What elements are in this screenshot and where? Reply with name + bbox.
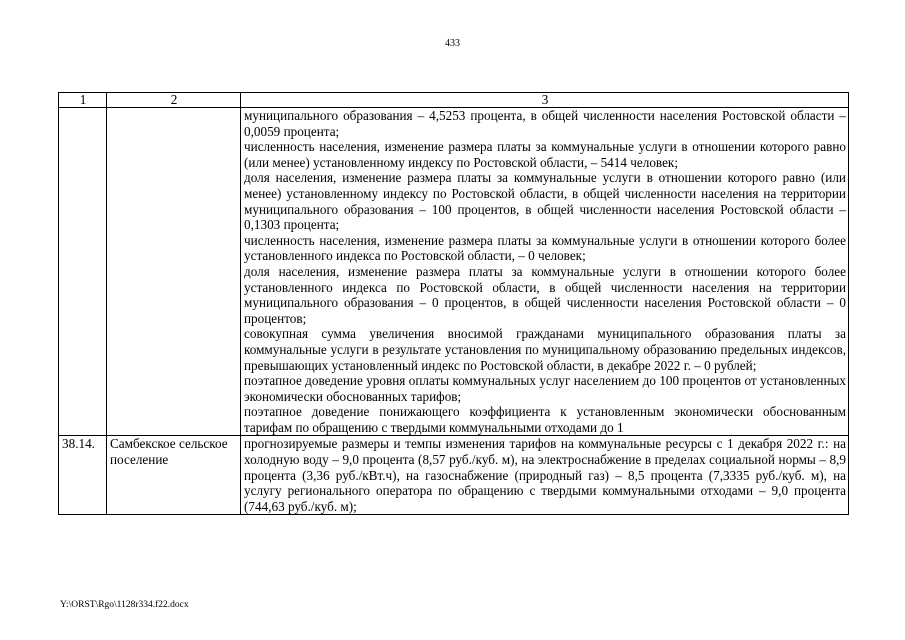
paragraph: доля населения, изменение размера платы за коммунальные услуги в отношении которого равно (или менее) установленному индексу по Ростовской области, в общей численности населения на территории муниципального образования – 100 процентов, в общей численности населения Ростовской области – 0,1303 процента; — [244, 170, 846, 233]
municipality-cell — [107, 108, 241, 436]
document-table — [58, 92, 849, 515]
paragraph: прогнозируемые размеры и темпы изменения тарифов на коммунальные ресурсы с 1 декабря 2022 г.: на холодную воду – 9,0 процента (8,57 руб./куб. м), на электроснабжение в пределах социальной нормы – 8,9 процента (3,36 руб./кВт.ч), на газоснабжение (природный газ) – 8,5 процента (7,3335 руб./куб. м), на услугу регионального оператора по обращению с твердыми коммунальными отходами – 9,0 процента (744,63 руб./куб. м); — [244, 436, 846, 514]
column-header-2: 2 — [107, 93, 241, 108]
paragraph: муниципального образования – 4,5253 процента, в общей численности населения Ростовской области – 0,0059 процента; — [244, 108, 846, 139]
row-number-cell — [59, 108, 107, 436]
footer-file-path: Y:\ORST\Rgo\1128r334.f22.docx — [60, 600, 189, 610]
paragraph: численность населения, изменение размера платы за коммунальные услуги в отношении которого равно (или менее) установленному индексу по Ростовской области, – 5414 человек; — [244, 139, 846, 170]
page-number: 433 — [445, 38, 460, 49]
row-number-cell: 38.14. — [59, 436, 107, 515]
paragraph: доля населения, изменение размера платы за коммунальные услуги в отношении которого более установленного индекса по Ростовской области, в общей численности населения на территории муниципального образования – 0 процентов, в общей численности населения Ростовской области – 0 процентов; — [244, 263, 846, 326]
column-header-3: 3 — [241, 93, 849, 108]
paragraph: численность населения, изменение размера платы за коммунальные услуги в отношении которого более установленного индекса по Ростовской области, – 0 человек; — [244, 232, 846, 264]
description-cell — [241, 108, 849, 436]
description-cell — [241, 436, 849, 515]
column-header-1: 1 — [59, 93, 107, 108]
table-header-row — [59, 93, 849, 108]
paragraph: поэтапное доведение уровня оплаты коммунальных услуг населением до 100 процентов от установленных экономически обоснованных тарифов; — [244, 373, 846, 404]
paragraph: совокупная сумма увеличения вносимой гражданами муниципального образования платы за коммунальные услуги в результате установления по муниципальному образованию предельных индексов, превышающих установленный индекс по Ростовской области, в декабре 2022 г. – 0 рублей; — [244, 326, 846, 373]
paragraph: поэтапное доведение понижающего коэффициента к установленным экономически обоснованным тарифам по обращению с твердыми коммунальными отходами до 1 — [244, 404, 846, 435]
municipality-cell: Самбекское сельское поселение — [107, 436, 241, 515]
table-row — [59, 436, 849, 515]
table-row — [59, 108, 849, 436]
